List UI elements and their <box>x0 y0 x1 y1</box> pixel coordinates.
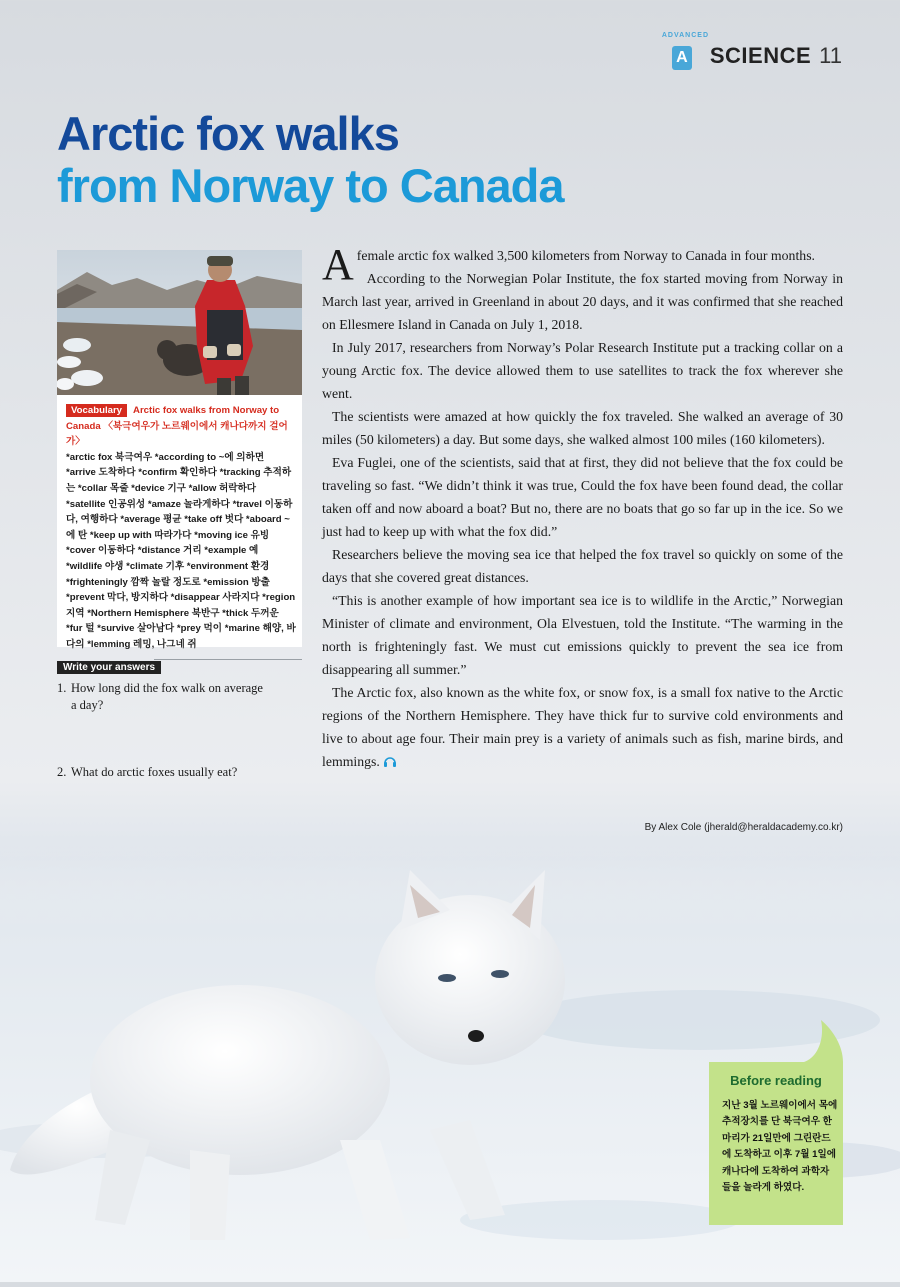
before-reading-text: 지난 3월 노르웨이에서 목에 추적장치를 단 북극여우 한마리가 21일만에 그린란드에 도착하고 이후 7월 1일에 캐나다에 도착하여 과학자들을 놀라게 하였다. <box>722 1100 838 1194</box>
question-text: What do arctic foxes usually eat? <box>71 765 238 779</box>
section-header <box>661 32 842 76</box>
article-body <box>322 240 843 773</box>
article-paragraph <box>322 681 843 773</box>
question-number: 1. <box>57 681 67 695</box>
badge-arc-text: ADVANCED <box>661 32 710 39</box>
page-number: 11 <box>819 43 842 68</box>
before-reading-box <box>709 1020 843 1225</box>
advanced-badge-icon <box>661 32 710 76</box>
article-paragraph <box>322 240 843 289</box>
drop-cap: A <box>322 240 354 289</box>
divider-line <box>154 659 302 660</box>
question-2 <box>57 764 267 781</box>
vocabulary-tag: Vocabulary <box>66 404 127 417</box>
article-paragraph: In July 2017, researchers from Norway’s Polar Research Institute put a tracking collar on a young Arctic fox. The device allowed them to use satellites to track the fox wherever she went. <box>322 340 843 401</box>
article-paragraph: Eva Fuglei, one of the scientists, said that at first, they did not believe that the fox could be traveling so fast. “We didn’t think it was true, Could the fox have been found dead, the collar taken off and now aboard a boat? But no, there are no boats that go so far up in the ice. So we just had to keep up with what the fox did.” <box>322 455 843 539</box>
section-name: SCIENCE <box>709 43 812 68</box>
researcher-photo <box>57 250 302 395</box>
paragraph-text: female arctic fox walked 3,500 kilometers from Norway to Canada in four months. <box>356 248 816 263</box>
article-title <box>57 108 564 212</box>
article-paragraph: Researchers believe the moving sea ice that helped the fox travel so quickly on some of the days that she covered great distances. <box>322 547 843 585</box>
title-line-2: from Norway to Canada <box>57 159 564 212</box>
article-paragraph: The scientists were amazed at how quickly the fox traveled. She walked an average of 30 miles (50 kilometers) a day. But some days, she walked almost 100 miles (160 kilometers). <box>322 409 843 447</box>
byline: By Alex Cole (jherald@heraldacademy.co.kr) <box>644 822 843 833</box>
question-number: 2. <box>57 765 67 779</box>
vocabulary-box <box>57 395 302 650</box>
paragraph-text: The Arctic fox, also known as the white fox, or snow fox, is a small fox native to the Arctic regions of the Northern Hemisphere. They have thick fur to survive cold environments and live to about age four. Their main prey is a variety of animals such as fish, marine birds, and lemmings. <box>322 685 843 769</box>
question-1 <box>57 680 267 714</box>
article-paragraph: According to the Norwegian Polar Institute, the fox started moving from Norway in March last year, arrived in Greenland in about 20 days, and it was confirmed that she reached on Ellesmere Island in Canada on July 1, 2018. <box>322 271 843 332</box>
article-paragraph: “This is another example of how important sea ice is to wildlife in the Arctic,” Norwegian Minister of climate and environment, Ola Elvestuen, told the Institute. “The warming in the north is frighteningly fast. We must cut emissions quickly to prevent the sea ice from disappearing all summer.” <box>322 593 843 677</box>
write-answers-tag: Write your answers <box>57 661 161 674</box>
title-line-1: Arctic fox walks <box>57 107 399 160</box>
write-answers-header <box>57 657 302 675</box>
question-text: How long did the fox walk on average a day? <box>71 681 263 712</box>
headphones-icon[interactable] <box>383 755 397 767</box>
vocabulary-list: *arctic fox 북극여우 *according to ~에 의하면 *arrive 도착하다 *confirm 확인하다 *tracking 추적하는 *collar 목줄 *device 기구 *allow 허락하다 *satellite 인공위성 *amaze 놀라게하다 *travel 이동하다, 여행하다 *average 평균 *take off 벗다 *aboard ~에 탄 *keep up with 따라가다 *moving ice 유빙 *cover 이동하다 *distance 거리 *example 예 *wildlife 야생 *climate 기후 *environment 환경 *frighteningly 깜짝 놀랄 정도로 *emission 방출 *prevent 막다, 방지하다 *disappear 사라지다 *region 지역 *Northern Hemisphere 북반구 *thick 두꺼운 *fur 털 *survive 살아남다 *prey 먹이 *marine 해양, 바다의 *lemming 레밍, 나그네 쥐 <box>66 451 296 650</box>
badge-letter: A <box>672 46 692 70</box>
before-reading-heading: Before reading <box>730 1073 822 1088</box>
vocabulary-heading: Arctic fox walks from Norway to Canada 〈북극여우가 노르웨이에서 캐나다까지 걸어가〉 <box>66 405 288 448</box>
